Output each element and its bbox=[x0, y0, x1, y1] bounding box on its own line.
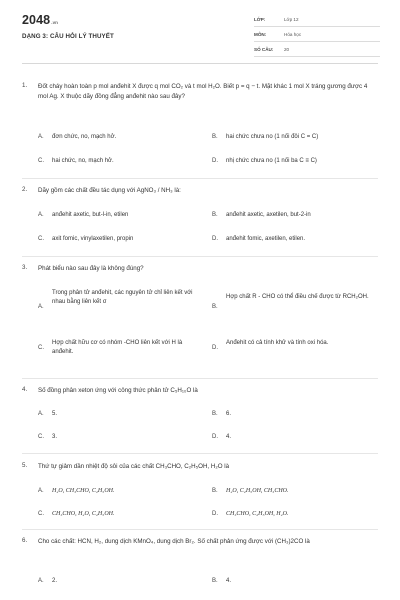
option-letter: A. bbox=[38, 411, 44, 417]
option-text: 6. bbox=[226, 411, 232, 417]
question-text: Dãy gồm các chất đều tác dụng với AgNO₃ / NH₃ là: bbox=[38, 187, 181, 194]
question-separator bbox=[22, 256, 378, 257]
option-letter: C. bbox=[38, 345, 44, 351]
option-letter: C. bbox=[38, 511, 44, 517]
question-separator bbox=[22, 378, 378, 379]
option-letter: D. bbox=[212, 236, 218, 242]
meta-value: 20 bbox=[284, 47, 290, 52]
question-text: Cho các chất: HCN, H₂, dung dịch KMnO₄, dung dịch Br₂. Số chất phản ứng được với (CH₃)2CO là bbox=[38, 538, 310, 545]
option-text: Trong phân tử anđehit, các nguyên tử chỉ liên kết với nhau bằng liên kết σ bbox=[52, 290, 193, 305]
option-text: Hợp chất R - CHO có thể điều chế được từ RCH₂OH. bbox=[226, 294, 369, 300]
meta-row-count bbox=[254, 44, 380, 57]
option-letter: D. bbox=[212, 434, 218, 440]
option-letter: D. bbox=[212, 511, 218, 517]
option-letter: B. bbox=[212, 304, 218, 310]
option-text: CH₃CHO, H₂O, C₂H₅OH. bbox=[52, 511, 115, 517]
question-text: Phát biểu nào sau đây là không đúng? bbox=[38, 265, 144, 272]
option-letter: A. bbox=[38, 304, 44, 310]
option-letter: D. bbox=[212, 345, 218, 351]
option-letter: B. bbox=[212, 488, 218, 494]
option-letter: B. bbox=[212, 578, 218, 584]
question-number: 5. bbox=[22, 462, 28, 469]
option-text: CH₃CHO, C₂H₅OH, H₂O. bbox=[226, 511, 289, 517]
logo-text: 2048 bbox=[22, 13, 51, 27]
question-text: Đốt cháy hoàn toàn p mol anđehit X được q mol CO₂ và t mol H₂O. Biết p = q − t. Mặt khác 1 mol X tráng gương được 4 mol Ag. X thuộc dãy đồng đẳng anđehit nào sau đây? bbox=[38, 83, 368, 100]
option-text: H₂O, CH₃CHO, C₂H₅OH. bbox=[52, 488, 115, 494]
question-number: 3. bbox=[22, 264, 28, 271]
question-number: 4. bbox=[22, 386, 28, 393]
option-text: hai chức chưa no (1 nối đôi C = C) bbox=[226, 134, 319, 140]
logo-suffix: .vn bbox=[51, 20, 59, 25]
question-separator bbox=[22, 529, 378, 530]
option-text: 2. bbox=[52, 578, 58, 584]
option-letter: A. bbox=[38, 488, 44, 494]
question-number: 2. bbox=[22, 186, 28, 193]
option-text: 3. bbox=[52, 434, 58, 440]
option-text: Hợp chất hữu cơ có nhóm -CHO liên kết với H là anđehit. bbox=[52, 340, 183, 355]
meta-row-class bbox=[254, 14, 380, 27]
option-text: 5. bbox=[52, 411, 58, 417]
question-text: Số đồng phân xeton ứng với công thức phân tử C₅H₁₀O là bbox=[38, 387, 198, 394]
site-logo[interactable] bbox=[22, 13, 58, 27]
option-letter: C. bbox=[38, 434, 44, 440]
section-title: DẠNG 3: CÂU HỎI LÝ THUYẾT bbox=[22, 33, 114, 40]
option-text: anđehit axetic, but-l-in, etilen bbox=[52, 212, 129, 218]
question-separator bbox=[22, 178, 378, 179]
question-text: Thứ tự giảm dần nhiệt độ sôi của các chất CH₃CHO, C₂H₅OH, H₂O là bbox=[38, 463, 230, 470]
option-letter: B. bbox=[212, 134, 218, 140]
option-letter: A. bbox=[38, 578, 44, 584]
meta-key: MÔN: bbox=[254, 32, 267, 37]
option-letter: D. bbox=[212, 158, 218, 164]
meta-row-subject bbox=[254, 29, 380, 42]
option-letter: A. bbox=[38, 212, 44, 218]
meta-info bbox=[254, 14, 380, 59]
option-text: H₂O, C₂H₅OH, CH₃CHO. bbox=[226, 488, 289, 494]
meta-key: LỚP: bbox=[254, 17, 266, 22]
option-letter: A. bbox=[38, 134, 44, 140]
option-letter: B. bbox=[212, 411, 218, 417]
meta-key: SỐ CÂU: bbox=[254, 47, 274, 52]
meta-value: Hóa học bbox=[284, 32, 302, 37]
option-letter: C. bbox=[38, 158, 44, 164]
meta-value: Lớp 12 bbox=[284, 17, 299, 22]
option-text: nhị chức chưa no (1 nối ba C ≡ C) bbox=[226, 158, 317, 164]
option-text: Anđehit có cả tính khử và tính oxi hóa. bbox=[226, 340, 329, 346]
option-text: 4. bbox=[226, 434, 232, 440]
option-text: axit fomic, vinylaxetilen, propin bbox=[52, 236, 134, 242]
option-text: anđehit axetic, axetilen, but-2-in bbox=[226, 212, 311, 218]
option-letter: C. bbox=[38, 236, 44, 242]
question-number: 1. bbox=[22, 82, 28, 89]
header-divider bbox=[22, 63, 378, 64]
question-separator bbox=[22, 453, 378, 454]
option-letter: B. bbox=[212, 212, 218, 218]
option-text: đơn chức, no, mạch hở. bbox=[52, 134, 117, 140]
question-number: 6. bbox=[22, 537, 28, 544]
option-text: anđehit fomic, axetilen, etilen. bbox=[226, 236, 306, 242]
option-text: hai chức, no, mạch hở. bbox=[52, 158, 114, 164]
option-text: 4. bbox=[226, 578, 232, 584]
